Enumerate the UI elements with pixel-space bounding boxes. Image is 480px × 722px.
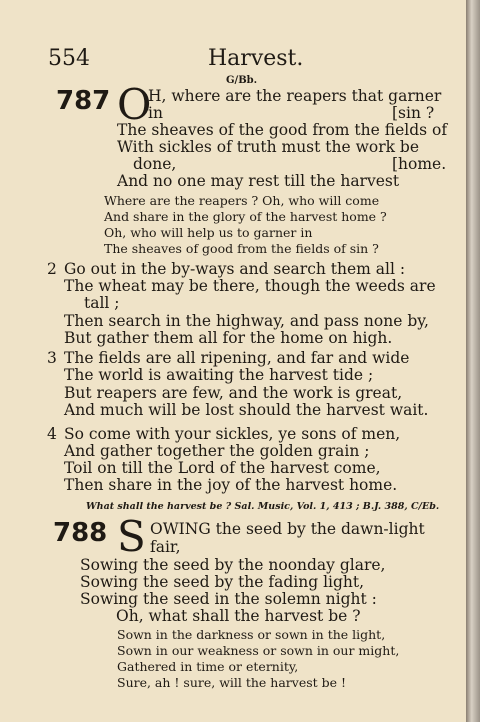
- verse-line: Then search in the highway, and pass none by,: [64, 312, 429, 330]
- hymn-787-line: H, where are the reapers that garner: [148, 87, 442, 105]
- hymn-788-reference: What shall the harvest be ? Sal. Music, Vol. 1, 413 ; B.J. 388, C/Eb.: [86, 501, 440, 512]
- hymn-787-number: 787: [56, 86, 111, 116]
- hymn-787-line: done,: [133, 155, 177, 173]
- verse-line: Then share in the joy of the harvest home.: [64, 476, 398, 494]
- hymn-788-line: OWING the seed by the dawn-light: [150, 520, 425, 538]
- hymn-787-key: G/Bb.: [226, 75, 258, 86]
- hymn-788-dropcap: S: [117, 512, 146, 561]
- verse-line: And gather together the golden grain ;: [64, 442, 370, 460]
- hymn-788-chorus-line: Sure, ah ! sure, will the harvest be !: [117, 675, 347, 690]
- hymn-787-line: And no one may rest till the harvest: [117, 172, 400, 190]
- verse-line: So come with your sickles, ye sons of men,: [64, 425, 401, 443]
- verse-line: Go out in the by-ways and search them all :: [64, 260, 406, 278]
- hymn-787-dropcap: O: [117, 80, 152, 129]
- page-edge: [466, 0, 480, 722]
- hymn-788-number: 788: [53, 518, 108, 548]
- verse-number: 3: [47, 349, 57, 367]
- hymn-787-chorus-line: And share in the glory of the harvest home ?: [104, 209, 387, 224]
- verse-line: But gather them all for the home on high.: [64, 329, 393, 347]
- hymn-787-chorus-line: Oh, who will help us to garner in: [104, 225, 313, 240]
- verse-line: The fields are all ripening, and far and wide: [64, 349, 410, 367]
- page-number: 554: [48, 46, 90, 71]
- hymn-788-line: Sowing the seed in the solemn night :: [80, 590, 377, 608]
- hymn-788-chorus-line: Sown in our weakness or sown in our might,: [117, 643, 400, 658]
- hymn-788-chorus-line: Sown in the darkness or sown in the light,: [117, 627, 386, 642]
- hymn-788-line: Sowing the seed by the noonday glare,: [80, 556, 386, 574]
- verse-line: The world is awaiting the harvest tide ;: [64, 366, 374, 384]
- verse-line: The wheat may be there, though the weeds are: [64, 277, 436, 295]
- verse-line: But reapers are few, and the work is great,: [64, 384, 403, 402]
- verse-line: And much will be lost should the harvest wait.: [64, 401, 429, 419]
- verse-number: 4: [47, 425, 57, 443]
- page-title: Harvest.: [208, 46, 304, 71]
- hymn-787-line: With sickles of truth must the work be: [117, 138, 420, 156]
- hymn-787-chorus-line: The sheaves of good from the fields of sin ?: [104, 241, 379, 256]
- hymn-788-chorus-line: Gathered in time or eternity,: [117, 659, 299, 674]
- hymn-787-line: in: [148, 104, 163, 122]
- hymn-787-chorus-line: Where are the reapers ? Oh, who will come: [104, 193, 380, 208]
- verse-line: Toil on till the Lord of the harvest come,: [64, 459, 381, 477]
- hymn-788-line: fair,: [150, 538, 181, 556]
- hymn-787-line: The sheaves of the good from the fields of: [117, 121, 448, 139]
- verse-line: tall ;: [84, 294, 120, 312]
- hymn-788-line: Sowing the seed by the fading light,: [80, 573, 365, 591]
- hymn-788-line: Oh, what shall the harvest be ?: [116, 607, 361, 625]
- hymn-787-line: [sin ?: [392, 104, 435, 122]
- verse-number: 2: [47, 260, 57, 278]
- hymn-787-line: [home.: [392, 155, 447, 173]
